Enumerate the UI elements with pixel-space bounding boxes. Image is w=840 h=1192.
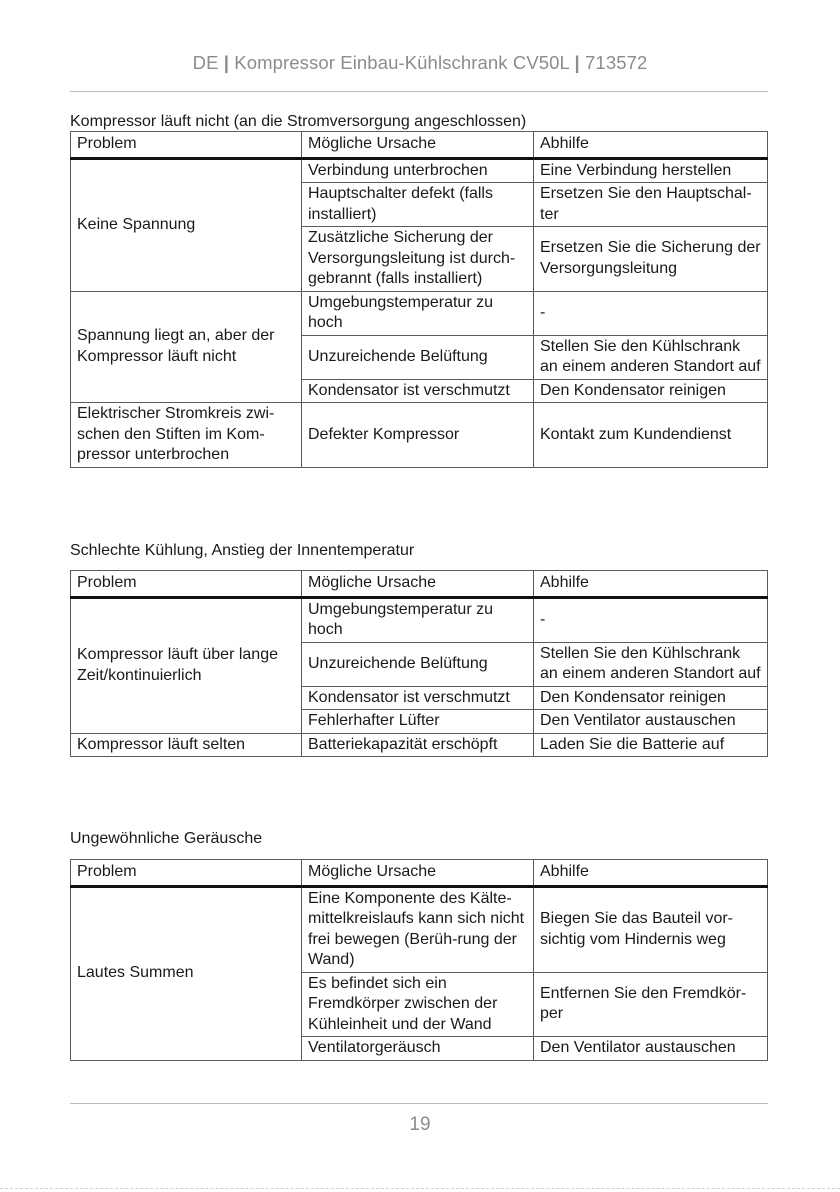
page-number: 19: [409, 1114, 431, 1135]
table-header-row: [71, 860, 768, 887]
column-header-remedy: Abhilfe: [534, 571, 768, 598]
remedy-cell: Biegen Sie das Bauteil vor-sichtig vom Hindernis weg: [534, 886, 768, 972]
problem-cell: Lautes Summen: [71, 886, 302, 1060]
cause-cell: Umgebungstemperatur zu hoch: [302, 291, 534, 335]
troubleshooting-table: [70, 570, 768, 757]
cause-cell: Batteriekapazität erschöpft: [302, 733, 534, 757]
column-header-problem: Problem: [71, 132, 302, 159]
column-header-problem: Problem: [71, 571, 302, 598]
column-header-remedy: Abhilfe: [534, 860, 768, 887]
column-header-cause: Mögliche Ursache: [302, 571, 534, 598]
header-product-name: Kompressor Einbau-Kühlschrank CV50L: [234, 52, 570, 73]
page-header: [0, 52, 840, 74]
table-row: [71, 597, 768, 642]
remedy-cell: Den Ventilator austauschen: [534, 1037, 768, 1061]
remedy-cell: Entfernen Sie den Fremdkör-per: [534, 972, 768, 1037]
cause-cell: Fehlerhafter Lüfter: [302, 710, 534, 734]
problem-cell: Kompressor läuft über lange Zeit/kontinuierlich: [71, 597, 302, 733]
cause-cell: Kondensator ist verschmutzt: [302, 379, 534, 403]
remedy-cell: Stellen Sie den Kühlschrank an einem anderen Standort auf: [534, 642, 768, 686]
column-header-cause: Mögliche Ursache: [302, 860, 534, 887]
cause-cell: Umgebungstemperatur zu hoch: [302, 597, 534, 642]
table-header-row: [71, 571, 768, 598]
header-separator: |: [223, 52, 230, 73]
header-divider: [70, 91, 768, 92]
table-row: [71, 886, 768, 972]
remedy-cell: Stellen Sie den Kühlschrank an einem anderen Standort auf: [534, 335, 768, 379]
section-title: Ungewöhnliche Geräusche: [70, 830, 263, 847]
header-language: DE: [192, 52, 219, 73]
table-header-row: [71, 132, 768, 159]
problem-cell: Kompressor läuft selten: [71, 733, 302, 757]
cause-cell: Unzureichende Belüftung: [302, 642, 534, 686]
cause-cell: Unzureichende Belüftung: [302, 335, 534, 379]
table-row: [71, 403, 768, 468]
remedy-cell: Ersetzen Sie die Sicherung der Versorgungsleitung: [534, 227, 768, 292]
remedy-cell: -: [534, 597, 768, 642]
remedy-cell: Kontakt zum Kundendienst: [534, 403, 768, 468]
cause-cell: Kondensator ist verschmutzt: [302, 686, 534, 710]
remedy-cell: Eine Verbindung herstellen: [534, 158, 768, 183]
problem-cell: Spannung liegt an, aber der Kompressor läuft nicht: [71, 291, 302, 403]
remedy-cell: Laden Sie die Batterie auf: [534, 733, 768, 757]
table-row: [71, 291, 768, 335]
column-header-cause: Mögliche Ursache: [302, 132, 534, 159]
cause-cell: Ventilatorgeräusch: [302, 1037, 534, 1061]
trim-line: [0, 1188, 840, 1189]
cause-cell: Hauptschalter defekt (falls installiert): [302, 183, 534, 227]
cause-cell: Es befindet sich ein Fremdkörper zwischen der Kühleinheit und der Wand: [302, 972, 534, 1037]
footer-divider: [70, 1103, 768, 1104]
remedy-cell: Den Kondensator reinigen: [534, 686, 768, 710]
remedy-cell: Den Ventilator austauschen: [534, 710, 768, 734]
remedy-cell: Ersetzen Sie den Hauptschal-ter: [534, 183, 768, 227]
remedy-cell: Den Kondensator reinigen: [534, 379, 768, 403]
section-title: Schlechte Kühlung, Anstieg der Innentemperatur: [70, 542, 415, 559]
column-header-problem: Problem: [71, 860, 302, 887]
cause-cell: Defekter Kompressor: [302, 403, 534, 468]
section-title: Kompressor läuft nicht (an die Stromversorgung angeschlossen): [70, 113, 527, 130]
column-header-remedy: Abhilfe: [534, 132, 768, 159]
troubleshooting-table: [70, 131, 768, 468]
header-separator: |: [574, 52, 580, 73]
problem-cell: Elektrischer Stromkreis zwi-schen den Stiften im Kom-pressor unterbrochen: [71, 403, 302, 468]
cause-cell: Zusätzliche Sicherung der Versorgungsleitung ist durch-gebrannt (falls installiert): [302, 227, 534, 292]
cause-cell: Eine Komponente des Kälte-mittelkreislaufs kann sich nicht frei bewegen (Berüh-rung der Wand): [302, 886, 534, 972]
table-row: [71, 733, 768, 757]
troubleshooting-table: [70, 859, 768, 1061]
cause-cell: Verbindung unterbrochen: [302, 158, 534, 183]
problem-cell: Keine Spannung: [71, 158, 302, 291]
remedy-cell: -: [534, 291, 768, 335]
table-row: [71, 158, 768, 183]
header-article-number: 713572: [585, 52, 648, 73]
